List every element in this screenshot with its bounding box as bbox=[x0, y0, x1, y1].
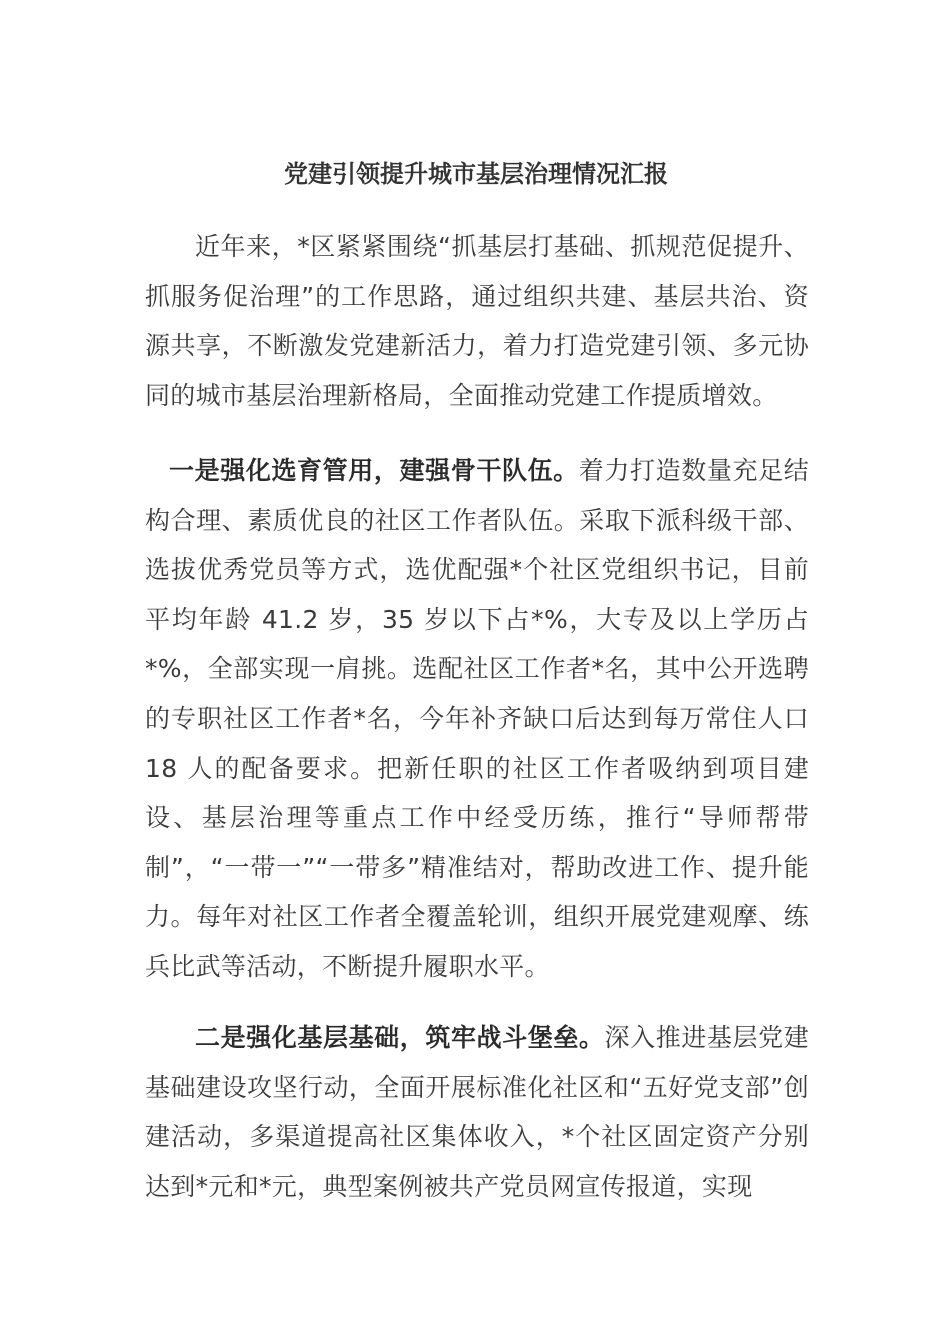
document-title: 党建引领提升城市基层治理情况汇报 bbox=[284, 160, 668, 188]
section-one-paragraph bbox=[145, 446, 809, 992]
section-one-body: 着力打造数量充足结构合理、素质优良的社区工作者队伍。采取下派科级干部、选拔优秀党员等方式，选优配强*个社区党组织书记，目前平均年龄 41.2 岁，35 岁以下占*%，大专及以上学历占*%，全部实现一肩挑。选配社区工作者*名，其中公开选聘的专职社区工作者*名，今年补齐缺口后达到每万常住人口 18 人的配备要求。把新任职的社区工作者吸纳到项目建设、基层治理等重点工作中经受历练，推行“导师帮带制”，“一带一”“一带多”精准结对，帮助改进工作、提升能力。每年对社区工作者全覆盖轮训，组织开展党建观摩、练兵比武等活动，不断提升履职水平。 bbox=[145, 456, 809, 981]
section-two-body: 深入推进基层党建基础建设攻坚行动，全面开展标准化社区和“五好党支部”创建活动，多渠道提高社区集体收入，*个社区固定资产分别达到*元和*元，典型案例被共产党员网宣传报道，实现 bbox=[145, 1023, 809, 1201]
intro-paragraph: 近年来，*区紧紧围绕“抓基层打基础、抓规范促提升、抓服务促治理”的工作思路，通过组织共建、基层共治、资源共享，不断激发党建新活力，着力打造党建引领、多元协同的城市基层治理新格局，全面推动党建工作提质增效。 bbox=[145, 232, 809, 410]
section-one-heading: 一是强化选育管用，建强骨干队伍。 bbox=[169, 456, 579, 485]
section-two-heading: 二是强化基层基础，筑牢战斗堡垒。 bbox=[195, 1023, 605, 1052]
section-two-paragraph bbox=[145, 1013, 809, 1211]
